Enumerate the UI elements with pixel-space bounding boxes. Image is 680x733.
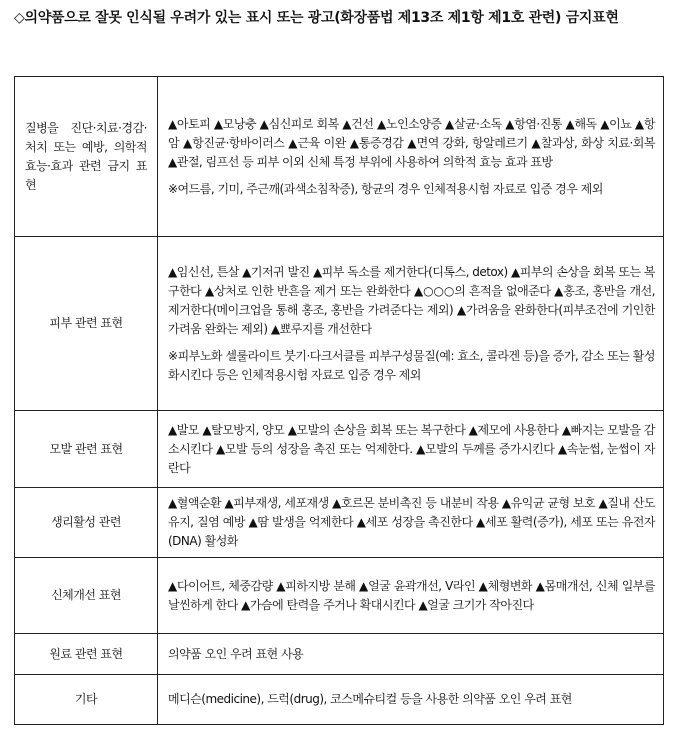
table-row — [15, 77, 664, 237]
category-cell: 모발 관련 표현 — [15, 411, 158, 488]
exception-note: ※피부노화 셀룰라이트 붓기·다크서클를 피부구성물질(예: 효소, 콜라겐 등)을 증가, 감소 또는 활성화시킨다 등은 인체적용시험 자료로 입증 경우 제외 — [168, 348, 655, 382]
content-cell — [158, 237, 664, 411]
table-row — [15, 237, 664, 411]
table-row — [15, 488, 664, 558]
table-row — [15, 558, 664, 634]
content-cell: 의약품 오인 우려 표현 사용 — [158, 634, 664, 675]
table-row — [15, 634, 664, 675]
content-cell: ▲혈액순환 ▲피부재생, 세포재생 ▲호르몬 분비촉진 등 내분비 작용 ▲유익균 균형 보호 ▲질내 산도 유지, 질염 예방 ▲땀 발생을 억제한다 ▲세포 성장을 촉진한다 ▲세포 활력(증가), 세포 또는 유전자(DNA) 활성화 — [158, 488, 664, 558]
content-cell: ▲다이어트, 체중감량 ▲피하지방 분해 ▲얼굴 윤곽개선, V라인 ▲체형변화 ▲몸매개선, 신체 일부를 날씬하게 한다 ▲가슴에 탄력을 주거나 확대시킨다 ▲얼굴 크기가 작아진다 — [158, 558, 664, 634]
content-text: ▲임신선, 튼살 ▲기저귀 발진 ▲피부 독소를 제거한다(디톡스, detox) ▲피부의 손상을 회복 또는 복구한다 ▲상처로 인한 반흔을 제거 또는 완화한다 ▲○○○의 흔적을 없애준다 ▲홍조, 홍반을 개선, 제거한다(메이크업을 통해 홍조, 홍반을 가려준다는 제외) ▲가려움을 완화한다(피부조건에 기인한 가려움 완화는 제외) ▲뾰루지를 개선한다 — [168, 264, 655, 336]
content-cell — [158, 77, 664, 237]
exception-note: ※여드름, 기미, 주근깨(과색소침착증), 항균의 경우 인체적용시험 자료로 입증 경우 제외 — [168, 181, 603, 196]
prohibited-expressions-table — [14, 76, 664, 725]
content-cell: 메디슨(medicine), 드럭(drug), 코스메슈티컬 등을 사용한 의약품 오인 우려 표현 — [158, 675, 664, 725]
category-cell: 피부 관련 표현 — [15, 237, 158, 411]
category-cell: 기타 — [15, 675, 158, 725]
category-cell: 원료 관련 표현 — [15, 634, 158, 675]
content-text: ▲아토피 ▲모낭충 ▲심신피로 회복 ▲건선 ▲노인소양증 ▲살균·소독 ▲항염·진통 ▲해독 ▲이뇨 ▲항암 ▲항진균·항바이러스 ▲근육 이완 ▲통증경감 ▲면역 강화, 항알레르기 ▲찰과상, 화상 치료·회복 ▲관절, 림프선 등 피부 이외 신체 특정 부위에 사용하여 의학적 효능 효과 표방 — [168, 116, 655, 169]
table-row — [15, 411, 664, 488]
category-cell: 질병을 진단·치료·경감·처치 또는 예방, 의학적 효능·효과 관련 금지 표현 — [15, 77, 158, 237]
document-title: ◇의약품으로 잘못 인식될 우려가 있는 표시 또는 광고(화장품법 제13조 제1항 제1호 관련) 금지표현 — [14, 10, 619, 26]
category-cell: 신체개선 표현 — [15, 558, 158, 634]
content-cell: ▲발모 ▲탈모방지, 양모 ▲모발의 손상을 회복 또는 복구한다 ▲제모에 사용한다 ▲빠지는 모발을 감소시킨다 ▲모발 등의 성장을 촉진 또는 억제한다. ▲모발의 두께를 증가시킨다 ▲속눈썹, 눈썹이 자란다 — [158, 411, 664, 488]
table-row — [15, 675, 664, 725]
category-cell: 생리활성 관련 — [15, 488, 158, 558]
